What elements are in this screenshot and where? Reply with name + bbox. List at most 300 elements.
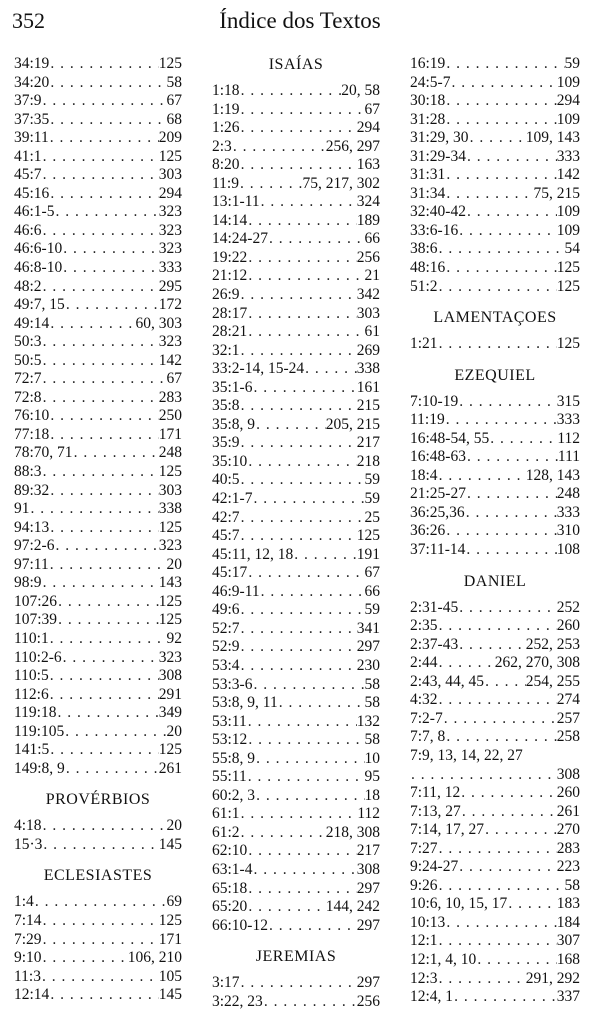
entry-reference: 119:105 xyxy=(14,722,65,740)
entry-reference: 16:19 xyxy=(410,55,446,72)
leader-dots xyxy=(49,667,159,686)
index-entry xyxy=(14,630,182,649)
entry-pages: 20, 58 xyxy=(341,82,380,99)
entry-pages: 67 xyxy=(364,100,380,118)
entry-reference: 35:9 xyxy=(212,434,240,452)
index-entry xyxy=(212,156,380,175)
entry-pages: 59 xyxy=(564,55,580,72)
entry-pages: 297 xyxy=(356,974,380,992)
index-entry xyxy=(14,185,182,204)
leader-dots xyxy=(42,836,158,855)
leader-dots xyxy=(42,166,159,185)
leader-dots xyxy=(438,691,557,710)
leader-dots xyxy=(240,657,357,676)
entry-pages: 294 xyxy=(556,92,580,110)
entry-pages: 308 xyxy=(356,860,380,878)
entry-reference: 7:7, 8 xyxy=(410,728,446,746)
index-entry xyxy=(14,931,182,950)
leader-dots xyxy=(438,278,557,297)
entry-reference: 21:12 xyxy=(212,267,248,285)
entry-pages: 217 xyxy=(356,434,380,452)
entry-pages: 20 xyxy=(166,555,182,573)
entry-reference: 26:9 xyxy=(212,286,240,304)
index-entry xyxy=(410,840,580,859)
index-entry xyxy=(14,389,182,408)
entry-reference: 49:14 xyxy=(14,314,50,332)
entry-pages: 125 xyxy=(158,611,182,629)
entry-pages: 61 xyxy=(364,323,380,341)
entry-pages: 75, 217, 302 xyxy=(302,174,380,192)
index-entry xyxy=(212,898,380,917)
entry-pages: 250 xyxy=(158,407,182,425)
leader-dots xyxy=(260,583,365,602)
entry-pages: 58 xyxy=(564,876,580,894)
entry-reference: 50:3 xyxy=(14,333,42,351)
leader-dots xyxy=(49,315,135,334)
leader-dots xyxy=(469,129,526,148)
entry-pages: 215 xyxy=(356,397,380,415)
index-entry xyxy=(410,222,580,241)
leader-dots xyxy=(252,861,356,880)
entry-pages: 324 xyxy=(356,193,380,211)
entry-reference: 32:1 xyxy=(212,341,240,359)
entry-reference: 2:3 xyxy=(212,137,232,155)
entry-reference: 8:20 xyxy=(212,156,240,174)
leader-dots xyxy=(247,564,364,583)
entry-pages: 218 xyxy=(356,452,380,470)
entry-pages: 333 xyxy=(556,147,580,165)
entry-reference: 1:21 xyxy=(410,335,438,353)
entry-reference: 60:2, 3 xyxy=(212,786,256,804)
entry-pages: 161 xyxy=(356,378,380,396)
entry-reference: 7:9, 13, 14, 22, 27 xyxy=(410,746,523,764)
leader-dots xyxy=(438,654,495,673)
index-entry xyxy=(212,750,380,769)
index-entry xyxy=(14,111,182,130)
page-header xyxy=(12,8,588,38)
index-entry xyxy=(14,407,182,426)
leader-dots xyxy=(62,259,159,278)
leader-dots xyxy=(438,617,557,636)
leader-dots xyxy=(42,352,159,371)
index-entry xyxy=(410,691,580,710)
entry-reference: 97:2-6 xyxy=(14,537,55,555)
index-entry xyxy=(212,360,380,379)
index-entry xyxy=(410,74,580,93)
index-entry xyxy=(410,92,580,111)
leader-dots xyxy=(445,522,556,541)
leader-dots xyxy=(438,932,557,951)
index-entry xyxy=(14,352,182,371)
entry-pages: 109 xyxy=(556,203,580,221)
index-entry xyxy=(212,249,380,268)
index-entry xyxy=(212,974,380,993)
entry-reference: 1:4 xyxy=(14,893,34,911)
leader-dots xyxy=(461,803,557,822)
entry-pages: 303 xyxy=(356,304,380,322)
entry-pages: 291, 292 xyxy=(525,969,580,987)
leader-dots xyxy=(49,986,158,1005)
entry-pages: 58 xyxy=(364,731,380,749)
entry-reference: 7:13, 27 xyxy=(410,802,461,820)
entry-reference: 98:9 xyxy=(14,574,42,592)
entry-reference: 35:8, 9 xyxy=(212,415,256,433)
index-entry xyxy=(212,193,380,212)
index-entry xyxy=(410,654,580,673)
index-entry xyxy=(212,527,380,546)
entry-pages: 274 xyxy=(556,691,580,709)
index-entry xyxy=(212,230,380,249)
entry-pages: 252, 253 xyxy=(525,635,580,653)
entry-reference: 97:11 xyxy=(14,555,49,573)
leader-dots xyxy=(49,519,158,538)
index-entry xyxy=(410,259,580,278)
leader-dots xyxy=(484,673,526,692)
entry-reference: 149:8, 9 xyxy=(14,759,65,777)
index-entry xyxy=(212,842,380,861)
leader-dots xyxy=(42,463,159,482)
leader-dots xyxy=(57,593,159,612)
entry-reference: 10:6, 10, 15, 17 xyxy=(410,895,508,913)
leader-dots xyxy=(57,611,159,630)
leader-dots xyxy=(49,74,166,93)
leader-dots xyxy=(445,92,556,111)
entry-reference: 9:24-27 xyxy=(410,858,459,876)
entry-reference: 107:26 xyxy=(14,592,58,610)
entry-pages: 20 xyxy=(166,817,182,835)
index-entry xyxy=(410,148,580,167)
entry-pages: 58 xyxy=(166,73,182,91)
entry-pages: 294 xyxy=(158,184,182,202)
entry-reference: 107:39 xyxy=(14,611,58,629)
index-entry xyxy=(212,676,380,695)
entry-pages: 125 xyxy=(356,527,380,545)
leader-dots xyxy=(458,636,526,655)
leader-dots xyxy=(450,74,556,93)
entry-reference: 35:1-6 xyxy=(212,378,253,396)
leader-dots xyxy=(49,630,167,649)
index-entry xyxy=(410,430,580,449)
index-entry xyxy=(410,129,580,148)
entry-reference: 48:16 xyxy=(410,259,446,277)
index-entry xyxy=(410,393,580,412)
section-heading: ECLESIASTES xyxy=(43,867,153,885)
leader-dots xyxy=(438,467,526,486)
leader-dots xyxy=(247,768,365,787)
index-entry xyxy=(410,467,580,486)
entry-reference: 66:10-12 xyxy=(212,916,268,934)
entry-pages: 248 xyxy=(556,485,580,503)
entry-reference: 119:18 xyxy=(14,704,57,722)
leader-dots xyxy=(49,482,158,501)
entry-reference: 55:8, 9 xyxy=(212,749,256,767)
index-entry xyxy=(14,704,182,723)
index-entry xyxy=(14,949,182,968)
entry-pages: 248 xyxy=(158,444,182,462)
index-entry xyxy=(14,463,182,482)
index-entry xyxy=(14,537,182,556)
leader-dots xyxy=(255,416,326,435)
index-entry xyxy=(212,694,380,713)
leader-dots xyxy=(445,914,556,933)
leader-dots xyxy=(458,599,557,618)
entry-reference: 11:9 xyxy=(212,174,239,192)
leader-dots xyxy=(247,731,364,750)
entry-pages: 142 xyxy=(556,166,580,184)
entry-pages: 262, 270, 308 xyxy=(494,654,580,672)
entry-reference: 31:34 xyxy=(410,184,446,202)
entry-reference: 65:20 xyxy=(212,898,248,916)
entry-pages: 183 xyxy=(556,895,580,913)
leader-dots xyxy=(252,490,364,509)
entry-pages: 261 xyxy=(158,759,182,777)
leader-dots xyxy=(42,574,159,593)
index-entry xyxy=(410,914,580,933)
index-entry xyxy=(410,411,580,430)
entry-reference: 36:26 xyxy=(410,522,446,540)
entry-reference: 50:5 xyxy=(14,351,42,369)
leader-dots xyxy=(240,342,357,361)
leader-dots xyxy=(466,448,558,467)
entry-pages: 260 xyxy=(556,617,580,635)
index-entry xyxy=(212,267,380,286)
leader-dots xyxy=(247,249,356,268)
entry-reference: 141:5 xyxy=(14,741,50,759)
leader-dots xyxy=(247,713,357,732)
index-entry xyxy=(410,278,580,297)
entry-reference: 53:4 xyxy=(212,656,240,674)
index-entry xyxy=(14,667,182,686)
leader-dots xyxy=(247,305,356,324)
index-entry xyxy=(212,342,380,361)
entry-pages: 54 xyxy=(564,240,580,258)
entry-reference: 12:4, 1 xyxy=(410,988,454,1006)
entry-pages: 223 xyxy=(556,858,580,876)
leader-dots xyxy=(252,676,364,695)
leader-dots xyxy=(49,111,166,130)
entry-pages: 125 xyxy=(158,592,182,610)
entry-reference: 21:25-27 xyxy=(410,485,466,503)
entry-pages: 303 xyxy=(158,481,182,499)
entry-pages: 59 xyxy=(364,601,380,619)
index-entry xyxy=(212,453,380,472)
leader-dots xyxy=(458,222,557,241)
entry-reference: 46:6 xyxy=(14,221,42,239)
index-entry xyxy=(14,129,182,148)
leader-dots xyxy=(466,148,557,167)
index-entry xyxy=(14,222,182,241)
index-entry xyxy=(14,92,182,111)
index-entry xyxy=(14,315,182,334)
entry-pages: 218, 308 xyxy=(325,823,380,841)
leader-dots xyxy=(438,877,565,896)
section-heading: ISAÍAS xyxy=(268,56,324,73)
leader-dots xyxy=(476,951,556,970)
index-entry xyxy=(410,166,580,185)
index-entry xyxy=(212,416,380,435)
leader-dots xyxy=(445,55,564,74)
leader-dots xyxy=(438,335,557,354)
leader-dots xyxy=(247,323,364,342)
entry-reference: 45:16 xyxy=(14,184,50,202)
index-entry xyxy=(410,784,580,803)
leader-dots xyxy=(42,222,159,241)
entry-reference: 53:8, 9, 11 xyxy=(212,694,278,712)
index-entry xyxy=(14,836,182,855)
leader-dots xyxy=(62,240,159,259)
entry-pages: 20 xyxy=(166,722,182,740)
index-entry xyxy=(14,611,182,630)
leader-dots xyxy=(460,784,557,803)
entry-pages: 163 xyxy=(356,156,380,174)
leader-dots xyxy=(49,185,158,204)
leader-dots xyxy=(278,694,365,713)
entry-reference: 65:18 xyxy=(212,879,248,897)
index-entry xyxy=(410,821,580,840)
index-entry xyxy=(212,861,380,880)
entry-reference: 11:19 xyxy=(410,411,445,429)
entry-pages: 58 xyxy=(364,694,380,712)
entry-pages: 109 xyxy=(556,73,580,91)
leader-dots xyxy=(42,817,167,836)
entry-pages: 308 xyxy=(556,765,580,783)
leader-dots xyxy=(240,119,357,138)
index-entry xyxy=(14,649,182,668)
leader-dots xyxy=(247,453,356,472)
index-entry xyxy=(212,768,380,787)
index-entry xyxy=(410,335,580,354)
entry-reference: 110:5 xyxy=(14,667,49,685)
index-entry xyxy=(410,541,580,560)
leader-dots xyxy=(268,917,357,936)
index-entry xyxy=(410,970,580,989)
leader-dots xyxy=(49,686,159,705)
index-entry xyxy=(14,968,182,987)
entry-pages: 230 xyxy=(356,656,380,674)
entry-reference: 42:7 xyxy=(212,508,240,526)
entry-reference: 61:1 xyxy=(212,805,240,823)
entry-reference: 42:1-7 xyxy=(212,490,253,508)
entry-reference: 1:18 xyxy=(212,82,240,99)
leader-dots xyxy=(240,638,357,657)
leader-dots xyxy=(56,704,158,723)
entry-pages: 67 xyxy=(364,564,380,582)
leader-dots xyxy=(49,556,167,575)
entry-pages: 111 xyxy=(557,448,580,466)
entry-reference: 7:10-19 xyxy=(410,392,459,410)
leader-dots xyxy=(73,444,159,463)
running-title: Índice dos Textos xyxy=(219,8,381,33)
entry-pages: 109, 143 xyxy=(525,129,580,147)
leader-dots xyxy=(445,185,533,204)
entry-pages: 297 xyxy=(356,638,380,656)
index-entry xyxy=(212,546,380,565)
entry-pages: 171 xyxy=(158,930,182,948)
index-entry xyxy=(212,286,380,305)
index-entry xyxy=(14,760,182,779)
leader-dots xyxy=(466,203,557,222)
leader-dots xyxy=(247,842,356,861)
entry-pages: 143 xyxy=(158,574,182,592)
entry-reference: 28:17 xyxy=(212,304,248,322)
index-entry xyxy=(212,583,380,602)
leader-dots xyxy=(240,397,357,416)
section-heading: PROVÉRBIOS xyxy=(45,791,151,809)
entry-reference: 35:10 xyxy=(212,452,248,470)
entry-reference: 45:11, 12, 18 xyxy=(212,545,294,563)
index-entry xyxy=(212,713,380,732)
entry-reference: 12:1, 4, 10 xyxy=(410,950,477,968)
entry-reference: 112:6 xyxy=(14,685,49,703)
entry-pages: 125 xyxy=(158,463,182,481)
index-entry xyxy=(212,805,380,824)
entry-pages: 261 xyxy=(556,802,580,820)
entry-reference: 33:6-16 xyxy=(410,221,459,239)
entry-reference: 37:11-14 xyxy=(410,541,466,559)
leader-dots xyxy=(443,710,557,729)
index-entry xyxy=(14,500,182,519)
index-entry xyxy=(410,877,580,896)
leader-dots xyxy=(49,55,158,74)
entry-reference: 53:11 xyxy=(212,712,247,730)
entry-pages: 333 xyxy=(556,411,580,429)
entry-pages: 254, 255 xyxy=(525,672,580,690)
leader-dots xyxy=(268,230,365,249)
index-entry xyxy=(14,986,182,1005)
entry-reference: 7:2-7 xyxy=(410,709,443,727)
leader-dots xyxy=(42,92,167,111)
entry-reference: 45:7 xyxy=(212,527,240,545)
section-heading: EZEQUIEL xyxy=(454,366,536,384)
entry-pages: 337 xyxy=(556,988,580,1006)
section-heading: JEREMIAS xyxy=(255,948,337,966)
entry-reference: 12:3 xyxy=(410,969,438,987)
entry-pages: 92 xyxy=(166,629,182,647)
entry-pages: 252 xyxy=(556,598,580,616)
entry-pages: 323 xyxy=(158,221,182,239)
index-entry xyxy=(212,379,380,398)
leader-dots xyxy=(54,537,158,556)
index-entry xyxy=(212,434,380,453)
entry-reference: 3:17 xyxy=(212,974,240,992)
index-entry xyxy=(14,203,182,222)
leader-dots xyxy=(42,148,159,167)
entry-reference: 46:8-10 xyxy=(14,259,63,277)
index-entry xyxy=(212,509,380,528)
leader-dots xyxy=(49,741,158,760)
leader-dots xyxy=(255,787,364,806)
entry-pages: 69 xyxy=(166,893,182,911)
entry-pages: 258 xyxy=(556,728,580,746)
entry-pages: 283 xyxy=(556,839,580,857)
leader-dots xyxy=(240,824,326,843)
leader-dots xyxy=(438,970,526,989)
entry-reference: 94:13 xyxy=(14,518,50,536)
entry-reference: 2:44 xyxy=(410,654,438,672)
entry-pages: 145 xyxy=(158,986,182,1004)
leader-dots xyxy=(65,760,159,779)
index-entry xyxy=(212,138,380,157)
leader-dots xyxy=(30,500,159,519)
entry-reference: 76:10 xyxy=(14,407,50,425)
entry-reference: 4:18 xyxy=(14,817,42,835)
leader-dots xyxy=(239,175,303,194)
entry-reference: 32:40-42 xyxy=(410,203,466,221)
index-entry xyxy=(410,185,580,204)
entry-pages: 112 xyxy=(557,429,580,447)
index-entry xyxy=(212,305,380,324)
leader-dots xyxy=(458,393,557,412)
